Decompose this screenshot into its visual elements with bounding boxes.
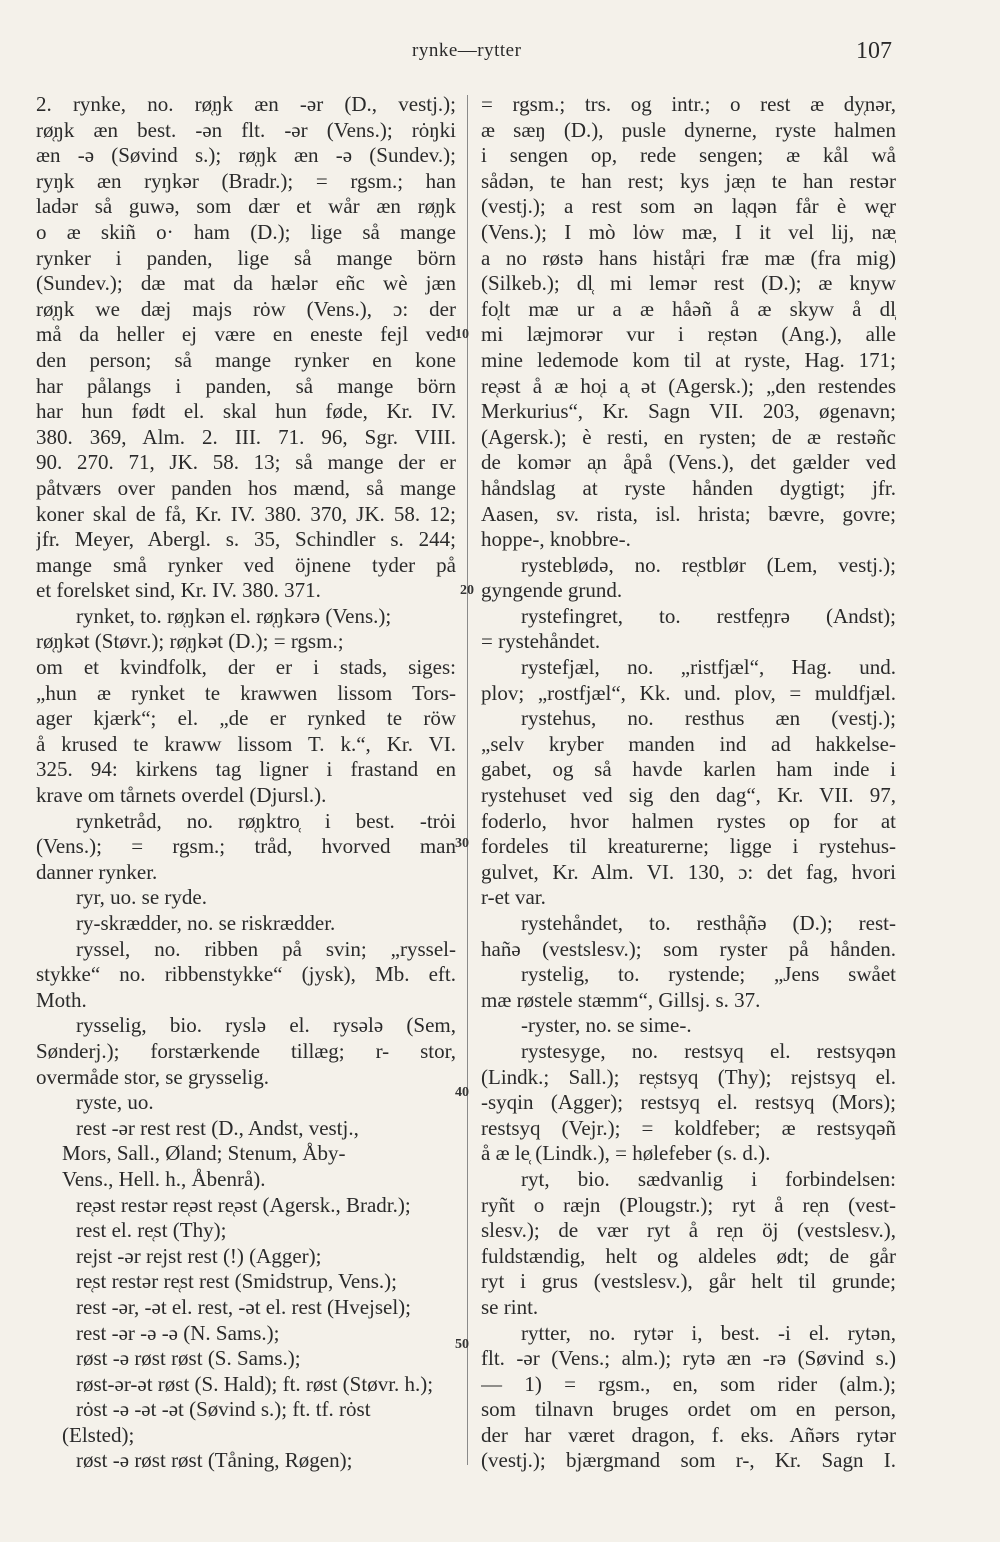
text-line: har pålangs i panden, så mange börn bbox=[36, 373, 456, 398]
right-column bbox=[481, 92, 896, 1474]
text-line: røst -ə røst røst (Tåning, Røgen); bbox=[76, 1448, 353, 1473]
text-line: må da heller ej være en eneste fejl ved bbox=[36, 322, 456, 347]
text-line: plov; „rostfjæl“, Kk. und. plov, = muldfjæl. bbox=[481, 680, 896, 705]
text-line: stykke“ no. ribbenstykke“ (jysk), Mb. eft. bbox=[36, 962, 456, 987]
text-line: rystesyge, no. restsyq el. restsyqən bbox=[521, 1038, 896, 1063]
text-line: ryŋk æn ryŋkər (Bradr.); = rgsm.; han bbox=[36, 168, 456, 193]
line-marker: 20 bbox=[460, 583, 474, 598]
text-line: ager kjærk“; el. „de er rynked te röw bbox=[36, 706, 456, 731]
text-line: Vens., Hell. h., Åbenrå). bbox=[62, 1166, 266, 1191]
text-line: de komər a̜n å̜på (Vens.), det gælder ved bbox=[481, 450, 896, 475]
text-line: rø̜ŋkət (Støvr.); rø̜ŋkət (D.); = rgsm.; bbox=[36, 629, 344, 654]
text-line: hañə (vestslesv.); som ryster på hånden. bbox=[481, 936, 896, 961]
text-line: — 1) = rgsm., en, som rider (alm.); bbox=[481, 1371, 896, 1396]
text-line: foderlo, hvor halmen rystes op for at bbox=[481, 808, 896, 833]
text-line: hoppe-, knobbre-. bbox=[481, 527, 631, 552]
text-line: har hun født el. skal hun føde, Kr. IV. bbox=[36, 399, 456, 424]
text-line: rystehus, no. resthus æn (vestj.); bbox=[521, 706, 896, 731]
text-line: 380. 369, Alm. 2. III. 71. 96, Sgr. VIII. bbox=[36, 424, 456, 449]
text-line: rȯst -ə -ət -ət (Søvind s.); ft. tf. rȯst bbox=[76, 1397, 371, 1422]
text-line: mi læjmorər vur i re̜stən (Ang.), alle bbox=[481, 322, 896, 347]
page-number: 107 bbox=[856, 38, 892, 64]
text-line: æ sæŋ (D.), pusle dynerne, ryste halmen bbox=[481, 117, 896, 142]
text-line: ry-skrædder, no. se riskrædder. bbox=[76, 911, 336, 935]
text-line: overmåde stor, se grysselig. bbox=[36, 1064, 270, 1089]
text-line: r-et var. bbox=[481, 885, 546, 910]
text-line: 2. rynke, no. rø̜ŋk æn -ər (D., vestj.); bbox=[36, 92, 456, 116]
text-line: Merkurius“, Kr. Sagn VII. 203, øgenavn; bbox=[481, 399, 896, 424]
text-line: fordeles til kreaturerne; ligge i rystehus- bbox=[481, 834, 896, 859]
text-line: (vestj.); bjærgmand som r-, Kr. Sagn I. bbox=[481, 1448, 896, 1473]
text-line: krave om tårnets overdel (Djursl.). bbox=[36, 783, 327, 808]
text-line: rø̜ŋk we dæj majs rȯw (Vens.), ɔ: der bbox=[36, 296, 456, 321]
text-line: rystehåndet, to. resthå̜ñə (D.); rest- bbox=[521, 911, 896, 935]
text-line: = rgsm.; trs. og intr.; o rest æ dy̜nər, bbox=[481, 92, 896, 116]
text-line: røst -ə røst røst (S. Sams.); bbox=[76, 1346, 301, 1371]
text-line: rø̜ŋk æn best. -ən flt. -ər (Vens.); rȯŋki bbox=[36, 117, 456, 142]
text-line: gabet, og så havde karlen ham inde i bbox=[481, 757, 896, 782]
text-line: rest -ər -ə -ə (N. Sams.); bbox=[76, 1320, 280, 1345]
line-marker: 10 bbox=[455, 327, 469, 342]
text-line: rest el. re̜st (Thy); bbox=[76, 1218, 227, 1243]
text-line: rytter, no. rytər i, best. -i el. rytən, bbox=[521, 1320, 896, 1345]
line-marker: 30 bbox=[455, 836, 469, 851]
text-line: Aasen, sv. rista, isl. hrista; bævre, govre; bbox=[481, 501, 896, 526]
text-line: å krused te kraww lissom T. k.“, Kr. VI. bbox=[36, 731, 456, 756]
text-line: mæ røstele stæmm“, Gillsj. s. 37. bbox=[481, 987, 761, 1012]
text-line: ladər så guwə, som dær et wår æn rø̜ŋk bbox=[36, 194, 456, 219]
text-line: re̜st restər re̜st rest (Smidstrup, Vens.); bbox=[76, 1269, 397, 1294]
text-line: røst-ər-ət røst (S. Hald); ft. røst (Støvr. h.); bbox=[76, 1371, 434, 1396]
text-line: „hun æ rynket te krawwen lissom Tors- bbox=[36, 680, 456, 705]
text-line: ryr, uo. se ryde. bbox=[76, 885, 207, 910]
text-line: ryssel, no. ribben på svin; „ryssel- bbox=[76, 936, 456, 961]
text-line: rystefjæl, no. „ristfjæl“, Hag. und. bbox=[521, 655, 896, 680]
text-line: (Silkeb.); dl̜ mi lemər rest (D.); æ knyw bbox=[481, 271, 896, 296]
text-line: re̜əst å æ ho̜i a̜ ət (Agersk.); „den restendes bbox=[481, 373, 896, 398]
text-line: (vestj.); a rest som ən la̜qən får è wę̜r bbox=[481, 194, 896, 219]
text-line: flt. -ər (Vens.; alm.); rytə æn -rə (Søvind s.) bbox=[481, 1346, 896, 1371]
line-marker: 50 bbox=[455, 1337, 469, 1352]
text-line: danner rynker. bbox=[36, 859, 158, 884]
text-line: rystefingret, to. restfe̜ŋrə (Andst); bbox=[521, 603, 896, 628]
text-line: rynket, to. rø̜ŋkən el. rø̜ŋkərə (Vens.); bbox=[76, 603, 392, 628]
text-line: rejst -ər rejst rest (!) (Agger); bbox=[76, 1243, 322, 1268]
text-line: 325. 94: kirkens tag ligner i frastand en bbox=[36, 757, 456, 782]
text-line: koner skal de få, Kr. IV. 380. 370, JK. 58. 12; bbox=[36, 501, 456, 526]
text-line: (Agersk.); è resti, en rysten; de æ restəñc bbox=[481, 424, 896, 449]
text-line: (Elsted); bbox=[62, 1422, 135, 1447]
text-line: der har været dragon, f. eks. Añərs rytər bbox=[481, 1422, 896, 1447]
text-line: fo̜lt mæ ur a æ håəñ å æ skyw å dl̜ bbox=[481, 296, 896, 321]
left-column bbox=[36, 92, 456, 1474]
text-line: -syqin (Agger); restsyq el. restsyq (Mors); bbox=[481, 1090, 896, 1115]
text-line: fuldstændig, helt og aldeles ødt; de går bbox=[481, 1243, 896, 1268]
text-line: -ryster, no. se sime-. bbox=[521, 1013, 692, 1038]
text-line: ryste, uo. bbox=[76, 1090, 154, 1115]
text-line: (Sundev.); dæ mat da hælər eñc wè jæn bbox=[36, 271, 456, 296]
text-line: gulvet, Kr. Alm. VI. 130, ɔ: det fag, hvori bbox=[481, 859, 896, 884]
text-line: rysteblødə, no. re̜stblør (Lem, vestj.); bbox=[521, 552, 896, 577]
running-head: rynke—rytter bbox=[412, 40, 522, 61]
column-divider bbox=[467, 95, 468, 1465]
text-line: et forelsket sind, Kr. IV. 380. 371. bbox=[36, 578, 321, 603]
text-line: som tilnavn bruges ordet om en person, bbox=[481, 1397, 896, 1422]
text-line: æn -ə (Søvind s.); rø̜ŋk æn -ə (Sundev.); bbox=[36, 143, 456, 168]
text-line: den person; så mange rynker en kone bbox=[36, 347, 456, 372]
text-line: se rint. bbox=[481, 1294, 539, 1319]
text-line: mange små rynker ved öjnene tyder på bbox=[36, 552, 456, 577]
text-line: Mors, Sall., Øland; Stenum, Åby- bbox=[62, 1141, 346, 1166]
text-line: rest -ər rest rest (D., Andst, vestj., bbox=[76, 1115, 359, 1140]
text-line: rest -ər, -ət el. rest, -ət el. rest (Hvejsel); bbox=[76, 1294, 412, 1319]
text-line: ryt i grus (vestslesv.), går helt til grunde; bbox=[481, 1269, 896, 1294]
text-line: gyngende grund. bbox=[481, 578, 623, 603]
text-line: mine ledemode kom til at ryste, Hag. 171; bbox=[481, 347, 896, 372]
text-line: restsyq (Vejr.); = koldfeber; æ restsyqəñ bbox=[481, 1115, 896, 1140]
text-line: (Vens.); I mò lȯw mæ, I it vel lij, næ̜ bbox=[481, 219, 896, 244]
text-line: å æ le̜ (Lindk.), = hølefeber (s. d.). bbox=[481, 1141, 771, 1166]
text-line: Moth. bbox=[36, 987, 87, 1012]
text-line: håndslag at ryste hånden dygtigt; jfr. bbox=[481, 475, 896, 500]
text-line: ryt, bio. sædvanlig i forbindelsen: bbox=[521, 1166, 896, 1191]
text-line: (Lindk.; Sall.); re̜stsyq (Thy); rejstsyq el. bbox=[481, 1064, 896, 1089]
line-marker: 40 bbox=[455, 1085, 469, 1100]
text-line: i sengen op, rede sengen; æ kål wå bbox=[481, 143, 896, 168]
text-line: (Vens.); = rgsm.; tråd, hvorved man bbox=[36, 834, 456, 859]
text-line: slesv.); de vær ryt å re̜n öj (vestslesv.), bbox=[481, 1218, 896, 1243]
text-line: Sønderj.); forstærkende tillæg; r- stor, bbox=[36, 1038, 456, 1063]
text-line: om et kvindfolk, der er i stads, siges: bbox=[36, 655, 456, 680]
text-line: rystelig, to. rystende; „Jens swået bbox=[521, 962, 896, 987]
text-line: ryñt o ræjn (Plougstr.); ryt å re̜n (vest- bbox=[481, 1192, 896, 1217]
text-line: = rystehåndet. bbox=[481, 629, 601, 654]
text-line: rysselig, bio. ryslə el. rysələ (Sem, bbox=[76, 1013, 456, 1038]
text-line: re̜əst restər re̜əst re̜əst (Agersk., Bradr.); bbox=[76, 1192, 411, 1217]
text-line: a no røstə hans histå̜ri fræ mæ (fra mig) bbox=[481, 245, 896, 270]
text-line: „selv kryber manden ind ad hakkelse- bbox=[481, 731, 896, 756]
text-line: 90. 270. 71, JK. 58. 13; så mange der er bbox=[36, 450, 456, 475]
text-line: o æ skiñ o· ham (D.); lige så mange bbox=[36, 219, 456, 244]
text-line: sådən, te han rest; kys jæ̜n te han restər bbox=[481, 168, 896, 193]
text-line: påtværs over panden hos mænd, så mange bbox=[36, 475, 456, 500]
text-line: rynker i panden, lige så mange börn bbox=[36, 245, 456, 270]
text-line: rystehuset ved sig den dag“, Kr. VII. 97, bbox=[481, 783, 896, 808]
text-line: rynketråd, no. rø̜ŋktro̜ i best. -trȯi bbox=[76, 808, 456, 833]
text-line: jfr. Meyer, Abergl. s. 35, Schindler s. 244; bbox=[36, 527, 456, 552]
